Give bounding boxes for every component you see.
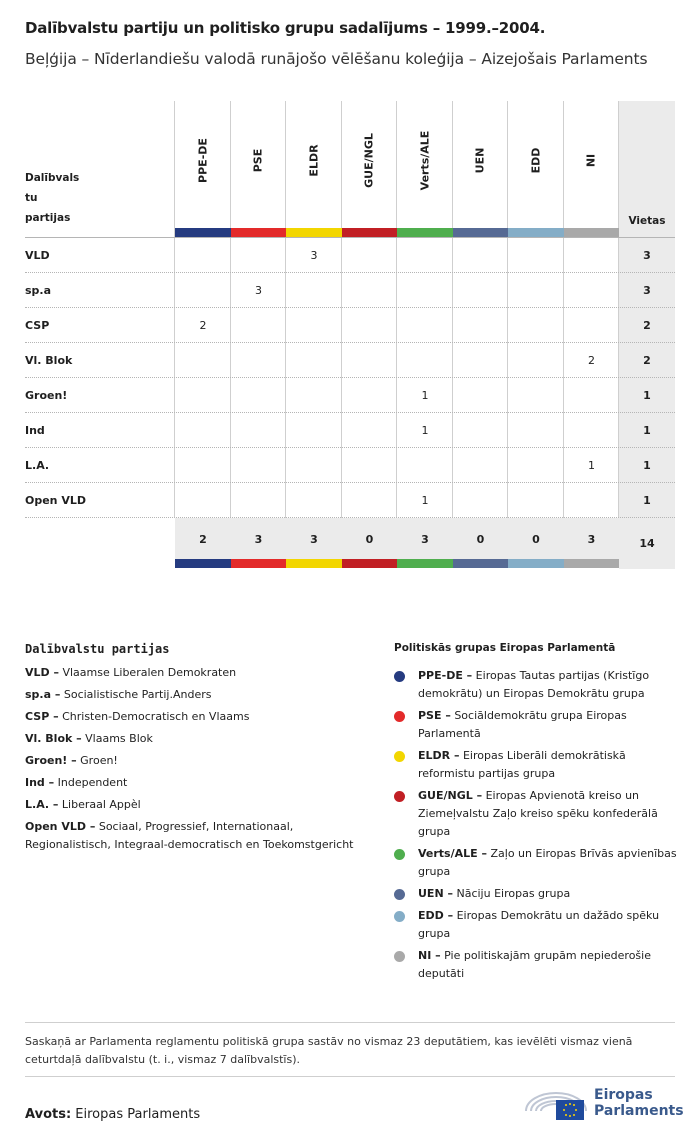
group-sum: 0: [476, 533, 485, 546]
party-legend-item: [25, 752, 375, 770]
group-color-bar: [286, 559, 342, 568]
seat-cell: 2: [199, 319, 207, 332]
group-sum: 2: [199, 533, 207, 546]
group-header: PPE-DE: [196, 138, 210, 183]
party-name: Ind: [25, 424, 45, 437]
group-legend-item: [394, 885, 679, 903]
row-total: 1: [643, 494, 651, 507]
group-header: GUE/NGL: [362, 133, 376, 188]
group-abbr: PPE-DE –: [418, 669, 473, 682]
group-header: PSE: [251, 148, 265, 173]
row-header: [25, 168, 79, 228]
group-abbr: EDD –: [418, 909, 454, 922]
footnote: Saskaņā ar Parlamenta reglamentu politiskā grupa sastāv no vismaz 23 deputātiem, kas ievēlēti vismaz vienā ceturtdaļā dalībvalstu (t. i., vismaz 7 dalībvalstīs).: [25, 1035, 633, 1066]
seat-cell: 3: [310, 249, 318, 262]
seat-cell: 1: [421, 494, 429, 507]
group-sum: 0: [532, 533, 540, 546]
group-fullname: Nāciju Eiropas grupa: [452, 887, 571, 900]
row-total: 1: [643, 424, 651, 437]
party-name: L.A.: [25, 459, 50, 472]
source-line: [25, 1107, 200, 1122]
row-header-line: partijas: [25, 212, 71, 224]
group-sum: 3: [587, 533, 596, 546]
party-fullname: Christen-Democratisch en Vlaams: [58, 710, 250, 723]
group-abbr: NI –: [418, 949, 441, 962]
row-total: 2: [643, 319, 651, 332]
group-color-bar: [453, 559, 509, 568]
group-legend: [394, 642, 679, 987]
party-abbr: Groen! –: [25, 754, 77, 767]
party-legend-item: [25, 686, 375, 704]
group-color-bar: [175, 559, 231, 568]
group-abbr: Verts/ALE –: [418, 847, 487, 860]
party-name: Groen!: [25, 389, 68, 402]
group-header: ELDR: [307, 144, 321, 177]
group-legend-title: Politiskās grupas Eiropas Parlamentā: [394, 642, 616, 654]
row-total: 1: [643, 389, 651, 402]
seat-cell: 1: [421, 424, 429, 437]
group-color-dot-icon: [394, 951, 405, 962]
party-abbr: sp.a –: [25, 688, 61, 701]
ep-logo-icon: [522, 1085, 590, 1123]
group-color-dot-icon: [394, 791, 405, 802]
party-name: Vl. Blok: [25, 354, 73, 367]
party-legend-item: [25, 730, 375, 748]
group-color-dot-icon: [394, 671, 405, 682]
row-total: 1: [643, 459, 651, 472]
seat-cell: 1: [588, 459, 595, 472]
group-header: UEN: [473, 147, 487, 174]
group-legend-item: [394, 845, 679, 881]
table-row: [25, 483, 675, 518]
group-color-bar: [397, 559, 453, 568]
divider: [25, 1022, 675, 1023]
group-legend-item: [394, 707, 679, 743]
party-legend-item: [25, 818, 375, 854]
party-name: sp.a: [25, 284, 52, 297]
seat-cell: 2: [588, 354, 595, 367]
group-fullname: Eiropas Demokrātu un dažādo spēku grupa: [418, 909, 660, 940]
party-fullname: Liberaal Appèl: [58, 798, 141, 811]
group-color-dot-icon: [394, 889, 405, 900]
group-color-dot-icon: [394, 711, 405, 722]
group-legend-item: [394, 907, 679, 943]
table-row: [25, 308, 675, 343]
table-row: [25, 273, 675, 308]
group-color-bar: [231, 559, 287, 568]
group-fullname: Sociāldemokrātu grupa Eiropas Parlamentā: [418, 709, 627, 740]
party-fullname: Independent: [54, 776, 128, 789]
seat-cell: 3: [255, 284, 262, 297]
table-row: [25, 238, 675, 273]
group-legend-item: [394, 667, 679, 703]
party-fullname: Socialistische Partij.Anders: [60, 688, 212, 701]
party-fullname: Vlaamse Liberalen Demokraten: [58, 666, 237, 679]
table-row: [25, 378, 675, 413]
logo-line2: Parlaments: [594, 1103, 684, 1119]
party-name: VLD: [25, 249, 50, 262]
group-sum: 3: [310, 533, 318, 546]
group-color-dot-icon: [394, 911, 405, 922]
group-color-dot-icon: [394, 751, 405, 762]
group-color-bar: [231, 228, 287, 237]
group-sum: 0: [365, 533, 374, 546]
source-text: Eiropas Parlaments: [71, 1107, 201, 1122]
group-legend-item: [394, 787, 679, 841]
group-fullname: Pie politiskajām grupām nepiederošie deputāti: [418, 949, 651, 980]
source-label: Avots:: [25, 1107, 72, 1122]
party-legend-item: [25, 664, 375, 682]
row-total: 3: [643, 284, 651, 297]
group-abbr: PSE –: [418, 709, 451, 722]
party-legend-item: [25, 708, 375, 726]
seat-table: [25, 101, 675, 569]
group-color-bar: [564, 559, 620, 568]
party-abbr: VLD –: [25, 666, 59, 679]
party-abbr: L.A. –: [25, 798, 59, 811]
party-legend-item: [25, 796, 375, 814]
row-header-line: Dalībvals: [25, 172, 80, 184]
group-legend-item: [394, 947, 679, 983]
group-color-bar: [397, 228, 453, 237]
group-color-bar: [564, 228, 620, 237]
table-row: [25, 448, 675, 483]
party-name: Open VLD: [25, 494, 86, 507]
group-abbr: GUE/NGL –: [418, 789, 483, 802]
group-abbr: UEN –: [418, 887, 453, 900]
group-sum: 3: [421, 533, 429, 546]
group-color-bar: [342, 228, 398, 237]
row-header-line: tu: [25, 192, 38, 204]
party-abbr: Vl. Blok –: [25, 732, 82, 745]
page-title: Dalībvalstu partiju un politisko grupu sadalījums – 1999.–2004.: [25, 19, 546, 37]
group-color-bar: [342, 559, 398, 568]
party-fullname: Vlaams Blok: [81, 732, 153, 745]
row-total: 2: [643, 354, 651, 367]
group-color-dot-icon: [394, 849, 405, 860]
group-header: Verts/ALE: [418, 130, 432, 191]
page-subtitle: Beļģija – Nīderlandiešu valodā runājošo vēlēšanu koleģija – Aizejošais Parlaments: [25, 50, 648, 68]
logo-line1: Eiropas: [594, 1087, 653, 1103]
table-row: [25, 413, 675, 448]
group-header: NI: [584, 153, 598, 168]
party-legend-item: [25, 774, 375, 792]
party-fullname: Groen!: [76, 754, 118, 767]
grand-total: 14: [639, 537, 655, 550]
party-abbr: Ind –: [25, 776, 55, 789]
seat-cell: 1: [421, 389, 429, 402]
party-legend-title: Dalībvalstu partijas: [25, 642, 170, 656]
group-header: EDD: [529, 147, 543, 174]
group-abbr: ELDR –: [418, 749, 460, 762]
party-name: CSP: [25, 319, 50, 332]
group-color-bar: [453, 228, 509, 237]
party-abbr: Open VLD –: [25, 820, 96, 833]
row-total: 3: [643, 249, 651, 262]
ep-logo: [522, 1085, 684, 1125]
group-legend-item: [394, 747, 679, 783]
total-header: Vietas: [628, 215, 666, 227]
group-fullname: Eiropas Tautas partijas (Kristīgo demokrātu) un Eiropas Demokrātu grupa: [418, 669, 650, 700]
group-fullname: Eiropas Liberāli demokrātiskā reformistu partijas grupa: [418, 749, 626, 780]
party-fullname: Sociaal, Progressief, Internationaal, Regionalistisch, Integraal-democratisch en Toekomstgericht: [25, 820, 354, 851]
group-fullname: Eiropas Apvienotā kreiso un Ziemeļvalstu Zaļo kreiso spēku konfederālā grupa: [418, 789, 658, 838]
group-fullname: Zaļo un Eiropas Brīvās apvienības grupa: [418, 847, 677, 878]
group-color-bar: [508, 559, 564, 568]
divider: [25, 1076, 675, 1077]
party-abbr: CSP –: [25, 710, 59, 723]
group-color-bar: [508, 228, 564, 237]
group-color-bar: [286, 228, 342, 237]
group-color-bar: [175, 228, 231, 237]
party-legend: [25, 642, 375, 858]
group-sum: 3: [254, 533, 263, 546]
table-row: [25, 343, 675, 378]
